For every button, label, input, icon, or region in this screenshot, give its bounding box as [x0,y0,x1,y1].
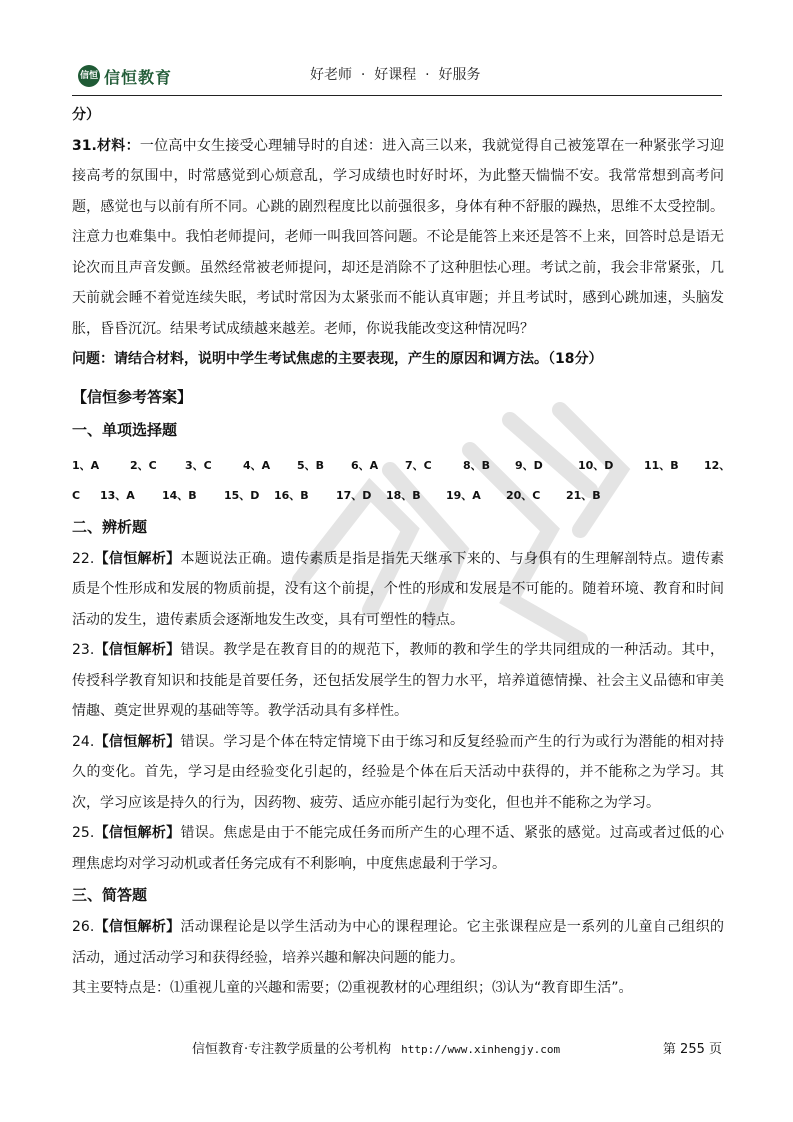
answer-24-number: 24. [72,733,95,750]
answer-22 [72,544,724,636]
document-body [72,100,731,1004]
answer-23 [72,635,724,727]
logo-mark: 信恒 [78,65,100,87]
answer-22-tag: 【信恒解析】 [94,550,181,567]
footer-tagline [192,1038,560,1057]
question-31-label: 31.材料： [72,137,140,154]
question-31 [72,131,724,345]
answer-26-text: 活动课程论是以学生活动为中心的课程理论。它主张课程应是一系列的儿童自己组织的活动，通过活动学习和获得经验，培养兴趣和解决问题的能力。 [72,919,725,966]
footer-org: 信恒教育·专注教学质量的公考机构 [192,1042,392,1057]
header-slogan: 好老师 · 好课程 · 好服务 [310,67,481,83]
answer-23-tag: 【信恒解析】 [94,642,181,658]
page-footer [72,1036,722,1058]
answer-26-tag: 【信恒解析】 [94,919,181,935]
answer-item: 12、 [704,458,731,472]
answer-item: 1、A [72,458,100,472]
answer-item: 8、B [463,458,491,472]
answer-row-1 [72,451,731,481]
answer-item: 5、B [297,458,325,472]
answer-item: 11、B [644,458,679,472]
answer-item: 16、B [274,488,309,502]
answer-26 [72,912,724,973]
reference-answers-title: 【信恒参考答案】 [72,387,193,406]
header-divider [72,95,722,96]
answer-item: 7、C [405,458,432,472]
logo-text: 信恒教育 [104,67,173,87]
answer-26-number: 26. [72,919,95,935]
answer-item: 21、B [566,488,601,502]
answer-25-text: 错误。焦虑是由于不能完成任务而所产生的心理不适、紧张的感觉。过高或者过低的心理焦虑均对学习动机或者任务完成有不利影响，中度焦虑最利于学习。 [72,825,725,872]
answer-22-text: 本题说法正确。遗传素质是指是指先天继承下来的、与身俱有的生理解剖特点。遗传素质是个性形成和发展的物质前提，没有这个前提，个性的形成和发展是不可能的。随着环境、教育和时间活动的发生，遗传素质会逐渐地发生改变，具有可塑性的特点。 [72,550,725,628]
answer-25-tag: 【信恒解析】 [94,825,181,841]
answer-25 [72,818,724,879]
answer-23-number: 23. [72,642,95,658]
section-short-answer: 三、简答题 [72,886,148,904]
answer-item: 18、B [386,488,421,502]
answer-item: 17、D [336,488,372,502]
answer-item: 13、A [100,488,135,502]
page-number: 第 255 页 [662,1042,722,1057]
page-header [72,56,722,96]
answer-25-number: 25. [72,825,95,841]
answer-item: 14、B [162,488,197,502]
answer-item: 19、A [446,488,481,502]
answer-item: 6、A [351,458,379,472]
answer-24-tag: 【信恒解析】 [94,733,181,750]
answer-23-text: 错误。教学是在教育目的的规范下，教师的教和学生的学共同组成的一种活动。其中，传授科学教育知识和技能是首要任务，还包括发展学生的智力水平，培养道德情操、社会主义品德和审美情趣、奠定世界观的基础等等。教学活动具有多样性。 [72,642,725,719]
answer-item: 2、C [130,458,157,472]
answer-24-text: 错误。学习是个体在特定情境下由于练习和反复经验而产生的行为或行为潜能的相对持久的变化。首先，学习是由经验变化引起的，经验是个体在后天活动中获得的，并不能称之为学习。其次，学习应该是持久的行为，因药物、疲劳、适应亦能引起行为变化，但也并不能称之为学习。 [72,733,725,811]
answer-item: 15、D [224,488,260,502]
section-analysis: 二、辨析题 [72,517,148,536]
answer-row-2 [72,481,724,511]
answer-item: 10、D [578,458,614,472]
answer-item: 9、D [515,458,543,472]
answer-26-features: 其主要特点是：⑴重视儿童的兴趣和需要；⑵重视教材的心理组织；⑶认为“教育即生活”。 [72,980,633,996]
answer-24 [72,727,724,819]
question-31-material: 一位高中女生接受心理辅导时的自述：进入高三以来，我就觉得自己被笼罩在一种紧张学习迎接高考的氛围中，时常感觉到心烦意乱，学习成绩也时好时坏，为此整天惴惴不安。我常常想到高考问题，感觉也与以前有所不同。心跳的剧烈程度比以前强很多，身体有种不舒服的躁热，思维不太受控制。注意力也难集中。我怕老师提问，老师一叫我回答问题。不论是能答上来还是答不上来，回答时总是语无论次而且声音发颤。虽然经常被老师提问，却还是消除不了这种胆怯心理。考试之前，我会非常紧张，几天前就会睡不着觉连续失眠，考试时常因为太紧张而不能认真审题；并且考试时，感到心跳加速，头脑发胀，昏昏沉沉。结果考试成绩越来越差。老师，你说我能改变这种情况吗？ [72,137,724,337]
footer-url[interactable]: http://www.xinhengjy.com [401,1043,561,1056]
answer-item: 20、C [506,488,541,502]
answer-item: 4、A [243,458,271,472]
logo [78,62,172,90]
answer-22-number: 22. [72,550,95,567]
answer-item: 3、C [185,458,212,472]
question-31-prompt: 问题：请结合材料，说明中学生考试焦虑的主要表现，产生的原因和调方法。（18分） [72,351,603,367]
answer-item: C [72,488,81,502]
section-single-choice: 一、单项选择题 [72,420,178,439]
prev-question-tail: 分） [72,107,100,123]
